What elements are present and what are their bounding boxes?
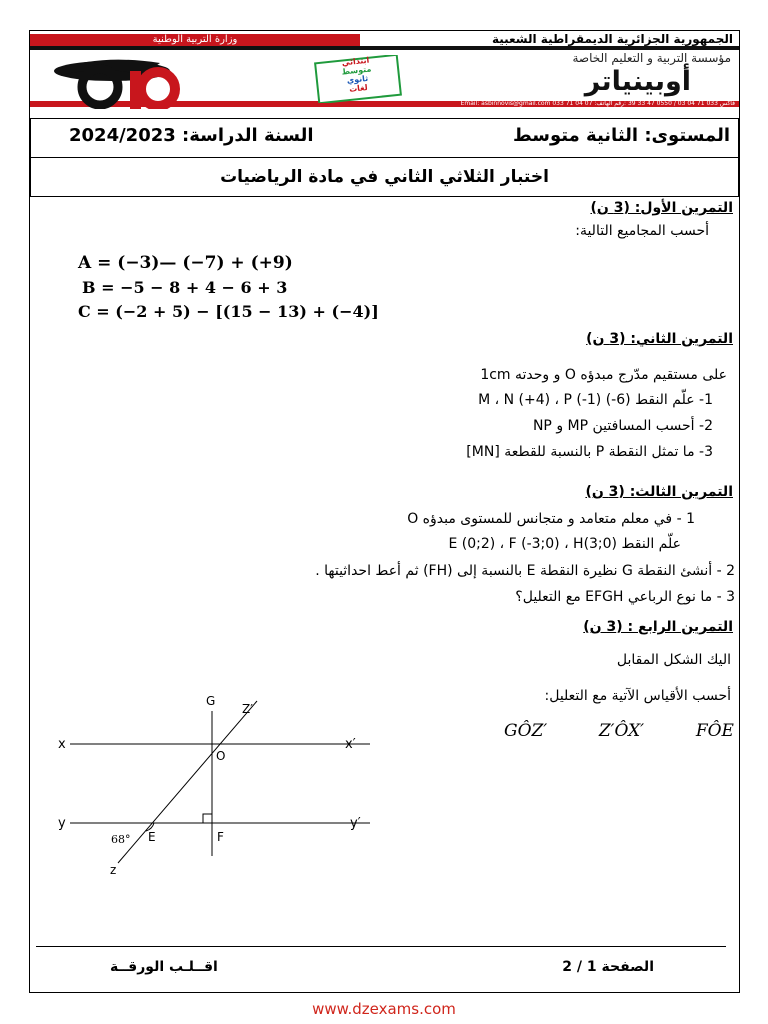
- brand-name: أوبينياتر: [584, 66, 691, 97]
- expression-a: A = (−3)— (−7) + (+9): [78, 253, 293, 273]
- label-z-prime: Z′: [242, 702, 253, 716]
- label-y: y: [58, 816, 66, 831]
- exercise-2-line: 3- ما تمثل النقطة P بالنسبة للقطعة [MN]: [466, 444, 713, 460]
- label-y-prime: y′: [350, 816, 361, 831]
- school-logo-icon: [42, 49, 232, 109]
- geometry-figure: [50, 691, 380, 911]
- exercise-2-line: 1- علّم النقط (6-) M ، N (+4) ، P (-1): [478, 392, 713, 408]
- level-box: [30, 118, 739, 158]
- exercise-3-line: 1 - في معلم متعامد و متجانس للمستوى مبدؤه O: [407, 511, 695, 527]
- label-angle: 68°: [111, 833, 131, 846]
- label-g: G: [206, 694, 216, 708]
- exercise-4-title: التمرين الرابع : (3 ن): [583, 619, 733, 635]
- watermark-link[interactable]: www.dzexams.com: [312, 1000, 456, 1018]
- exam-title-box: [30, 157, 739, 197]
- exercise-4-line: اليك الشكل المقابل: [616, 652, 731, 668]
- angle-foe: FÔE: [695, 721, 734, 741]
- exam-page: [29, 30, 740, 993]
- label-x-prime: x′: [345, 737, 356, 752]
- exercise-3-line: 3 - ما نوع الرباعي EFGH مع التعليل؟: [515, 589, 735, 605]
- exercise-3-line: 2 - أنشئ النقطة G نظيرة النقطة E بالنسبة إلى (FH) ثم أعط احداثيتها .: [315, 563, 735, 579]
- label-x: x: [58, 737, 66, 752]
- label-e: E: [148, 830, 156, 844]
- label-o: O: [216, 749, 226, 763]
- exercise-2-title: التمرين الثاني: (3 ن): [586, 331, 733, 347]
- exercise-1-title: التمرين الأول: (3 ن): [590, 200, 733, 216]
- footer-divider: [36, 946, 726, 947]
- page-number: الصفحة 1 / 2: [562, 959, 654, 975]
- label-z: z: [110, 863, 117, 877]
- expression-b: B = −5 − 8 + 4 − 6 + 3: [82, 278, 288, 297]
- angle-goz: GÔZ′: [504, 721, 548, 741]
- exercise-4-line: أحسب الأقياس الآتية مع التعليل:: [544, 688, 731, 704]
- exercise-2-line: 2- أحسب المسافتين MP و NP: [532, 418, 713, 434]
- exercise-3-line: علّم النقط E (0;2) ، F (-3;0) ، H(3;0): [448, 536, 681, 552]
- institution-name: مؤسسة التربية و التعليم الخاصة: [572, 51, 731, 65]
- contact-info: Email: asbinnovis@gmail.com 033 71 04 07 :فاكس 033 71 04 03 / 0550 47 33 39 :رقم الهاتف: [460, 100, 735, 107]
- exercise-1-instruction: أحسب المجاميع التالية:: [575, 223, 709, 239]
- republic-name: الجمهورية الجزائرية الديمقراطية الشعبية: [491, 32, 733, 46]
- exercise-3-title: التمرين الثالث: (3 ن): [585, 484, 733, 500]
- school-header: [30, 31, 739, 117]
- school-year: السنة الدراسة: 2024/2023: [69, 125, 314, 146]
- ministry-bar: وزارة التربية الوطنية: [30, 34, 360, 46]
- expression-c: C = (−2 + 5) − [(15 − 13) + (−4)]: [78, 302, 379, 321]
- exam-title: اختبار الثلاثي الثاني في مادة الرياضيات: [220, 167, 549, 187]
- class-level: المستوى: الثانية متوسط: [513, 125, 730, 146]
- angle-zox: Z′ÔX′: [598, 721, 645, 741]
- sticker-text: ابتدائي متوسط ثانوي لغات: [341, 55, 372, 94]
- angle-list: [504, 721, 734, 741]
- exercise-2-line: على مستقيم مدّرج مبدؤه O و وحدته 1cm: [480, 367, 727, 383]
- label-f: F: [217, 830, 224, 844]
- turn-page-note: اقــلـب الورقــة: [110, 959, 218, 975]
